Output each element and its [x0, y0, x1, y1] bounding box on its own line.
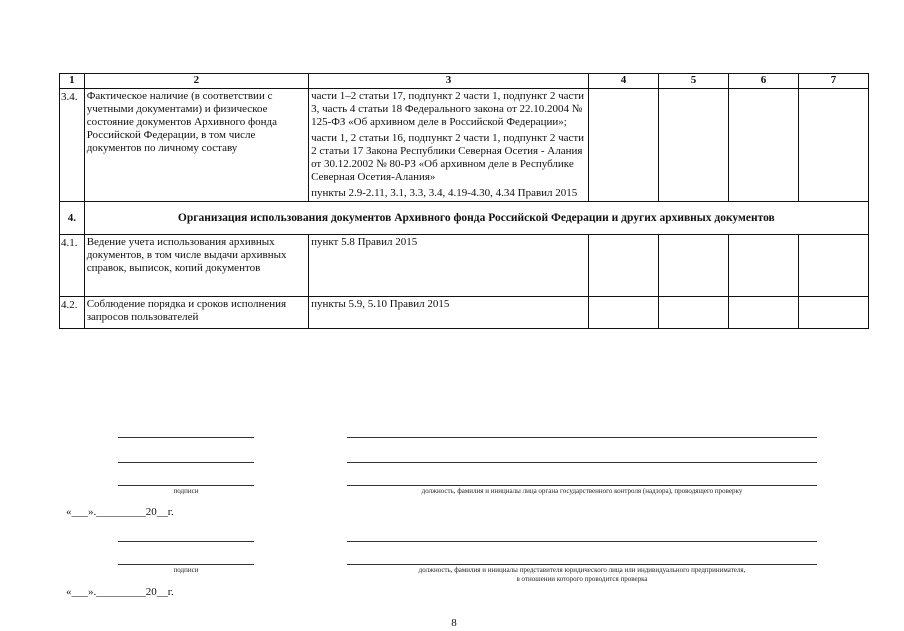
legal-basis-cell: пункт 5.8 Правил 2015: [309, 235, 589, 297]
table-row-4-2: [60, 297, 869, 329]
requirement-text: Фактическое наличие (в соответствии с учетными документами) и физическое состояние документов Архивного фонда Российской Федерации, в том числе документов по личному составу: [84, 89, 308, 202]
position-line: [347, 541, 817, 542]
column-header-2: 2: [84, 74, 308, 89]
signature-line: [118, 564, 254, 565]
column-header-7: 7: [798, 74, 868, 89]
signature-line: [118, 437, 254, 438]
empty-cell: [798, 297, 868, 329]
position-line: [347, 462, 817, 463]
checklist-table: [59, 73, 869, 329]
legal-basis-cell: пункты 5.9, 5.10 Правил 2015: [309, 297, 589, 329]
legal-basis-paragraph: пункты 2.9-2.11, 3.1, 3.3, 3.4, 4.19-4.30, 4.34 Правил 2015: [311, 187, 578, 199]
empty-cell: [798, 89, 868, 202]
position-line: [347, 485, 817, 486]
signature-caption: подписи: [173, 566, 199, 574]
empty-cell: [659, 89, 729, 202]
empty-cell: [728, 297, 798, 329]
requirement-text: Соблюдение порядка и сроков исполнения запросов пользователей: [84, 297, 308, 329]
column-header-1: 1: [60, 74, 85, 89]
empty-cell: [798, 235, 868, 297]
page-number: 8: [451, 617, 457, 629]
empty-cell: [589, 89, 659, 202]
section-title: Организация использования документов Архивного фонда Российской Федерации и других архивных документов: [84, 202, 868, 235]
empty-cell: [659, 235, 729, 297]
empty-cell: [728, 89, 798, 202]
legal-basis-paragraph: части 1, 2 статьи 16, подпункт 2 части 1, подпункт 2 части 2 статьи 17 Закона Республики Северная Осетия - Алания от 30.12.2002 № 80-РЗ «Об архивном деле в Республике Северная Осетия-Алания»: [311, 132, 585, 183]
signature-line: [118, 485, 254, 486]
column-header-3: 3: [309, 74, 589, 89]
position-caption: должность, фамилия и инициалы лица органа государственного контроля (надзора), проводящего проверку: [421, 487, 743, 495]
column-header-6: 6: [728, 74, 798, 89]
legal-basis-paragraph: части 1–2 статьи 17, подпункт 2 части 1, подпункт 2 части 3, часть 4 статьи 18 Федерального закона от 22.10.2004 № 125-ФЗ «Об архивном деле в Российской Федерации»;: [311, 90, 585, 128]
signature-line: [118, 462, 254, 463]
date-field: «___»._________20__г.: [66, 586, 174, 598]
row-number: 4.2.: [60, 297, 85, 329]
requirement-text: Ведение учета использования архивных документов, в том числе выдачи архивных справок, выписок, копий документов: [84, 235, 308, 297]
column-header-4: 4: [589, 74, 659, 89]
table-row-3-4: [60, 89, 869, 202]
position-caption: должность, фамилия и инициалы представителя юридического лица или индивидуального предпринимателя,: [418, 566, 746, 574]
section-number: 4.: [60, 202, 85, 235]
row-number: 3.4.: [60, 89, 85, 202]
signature-caption: подписи: [173, 487, 199, 495]
table-header-row: [60, 74, 869, 89]
position-caption: в отношении которого проводится проверка: [516, 575, 648, 583]
column-header-5: 5: [659, 74, 729, 89]
position-line: [347, 564, 817, 565]
empty-cell: [728, 235, 798, 297]
section-row-4: [60, 202, 869, 235]
signature-line: [118, 541, 254, 542]
date-field: «___»._________20__г.: [66, 506, 174, 518]
row-number: 4.1.: [60, 235, 85, 297]
position-line: [347, 437, 817, 438]
table-row-4-1: [60, 235, 869, 297]
empty-cell: [589, 235, 659, 297]
legal-basis-cell: [309, 89, 589, 202]
empty-cell: [659, 297, 729, 329]
empty-cell: [589, 297, 659, 329]
